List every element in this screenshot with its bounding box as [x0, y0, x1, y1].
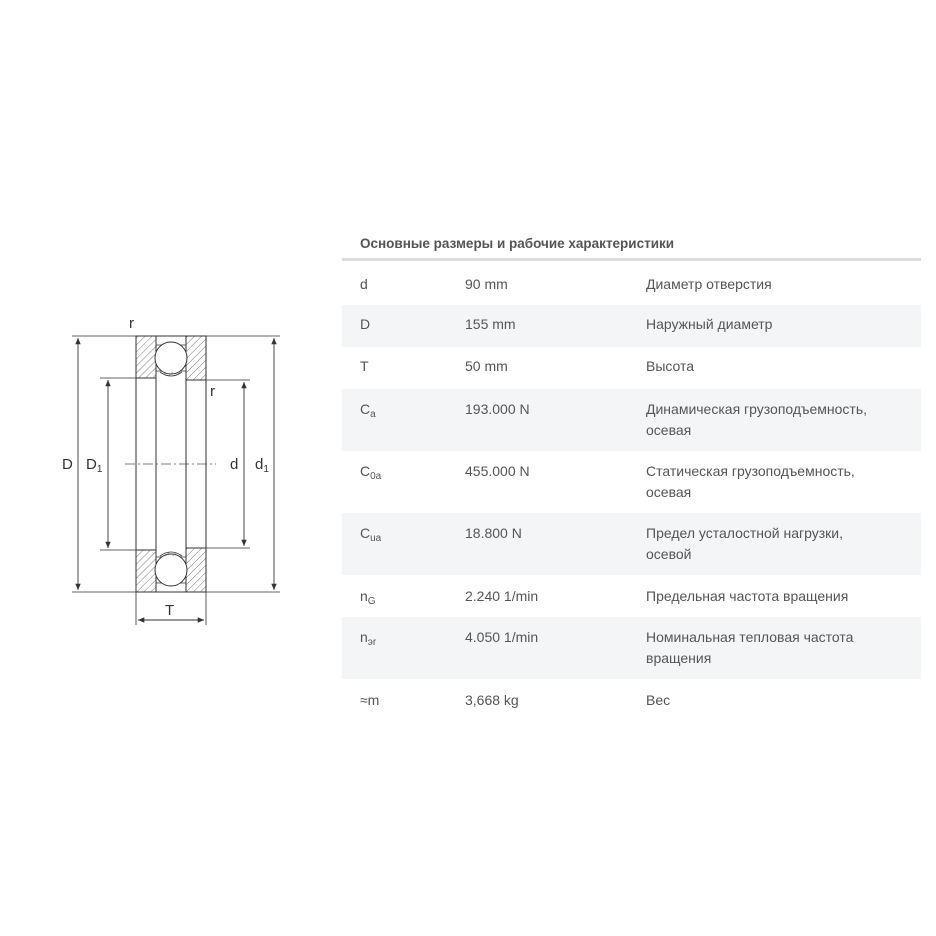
row-description: Динамическая грузоподъемность, осевая — [646, 401, 868, 438]
table-row — [342, 305, 921, 347]
label-T: T — [165, 602, 175, 619]
row-symbol: T — [360, 358, 369, 374]
row-value: 193.000 N — [465, 401, 530, 417]
table-title: Основные размеры и рабочие характеристики — [360, 236, 675, 251]
spec-table — [342, 228, 921, 721]
row-value: 50 mm — [465, 358, 508, 374]
row-value: 4.050 1/min — [465, 629, 539, 645]
row-symbol: $C_{ua}$ — [360, 525, 382, 544]
row-value: 90 mm — [465, 276, 508, 292]
row-value: 3,668 kg — [465, 692, 519, 708]
table-row — [342, 679, 921, 721]
label-r-mid: r — [210, 383, 215, 400]
bearing-drawing-svg — [0, 0, 340, 936]
label-D1: $D_1$ — [86, 456, 103, 475]
row-symbol: $C_{0a}$ — [360, 463, 382, 482]
row-value: 455.000 N — [465, 463, 530, 479]
table-row — [342, 575, 921, 617]
row-value: 155 mm — [465, 316, 516, 332]
table-row — [342, 513, 921, 575]
row-symbol: ≈m — [360, 692, 380, 708]
row-value: 2.240 1/min — [465, 588, 539, 604]
row-description: Высота — [646, 358, 695, 374]
table-row — [342, 265, 921, 305]
label-d: d — [230, 456, 239, 473]
row-description: Статическая грузоподъемность, осевая — [646, 463, 855, 500]
label-r-top: r — [129, 315, 134, 332]
table-row — [342, 389, 921, 451]
table-row — [342, 347, 921, 389]
row-description: Предельная частота вращения — [646, 588, 849, 604]
row-description: Предел усталостной нагрузки, осевой — [646, 525, 844, 562]
row-description: Вес — [646, 692, 671, 708]
row-symbol: D — [360, 316, 371, 332]
bearing-top-section — [136, 336, 206, 380]
table-row — [342, 451, 921, 513]
ball-top — [155, 342, 187, 374]
ball-bottom — [155, 554, 187, 586]
row-value: 18.800 N — [465, 525, 522, 541]
row-symbol: $n_{эr}$ — [360, 629, 377, 648]
row-symbol: $n_G$ — [360, 588, 376, 607]
bearing-bottom-section — [136, 548, 206, 592]
bearing-drawing — [0, 0, 340, 936]
row-description: Номинальная тепловая частота вращения — [646, 629, 854, 666]
row-description: Диаметр отверстия — [646, 276, 772, 292]
row-symbol: $C_a$ — [360, 401, 376, 420]
title-divider — [342, 258, 921, 261]
row-symbol: d — [360, 276, 368, 292]
table-row — [342, 617, 921, 679]
label-D: D — [62, 456, 73, 473]
label-d1: $d_1$ — [255, 456, 269, 475]
row-description: Наружный диаметр — [646, 316, 773, 332]
